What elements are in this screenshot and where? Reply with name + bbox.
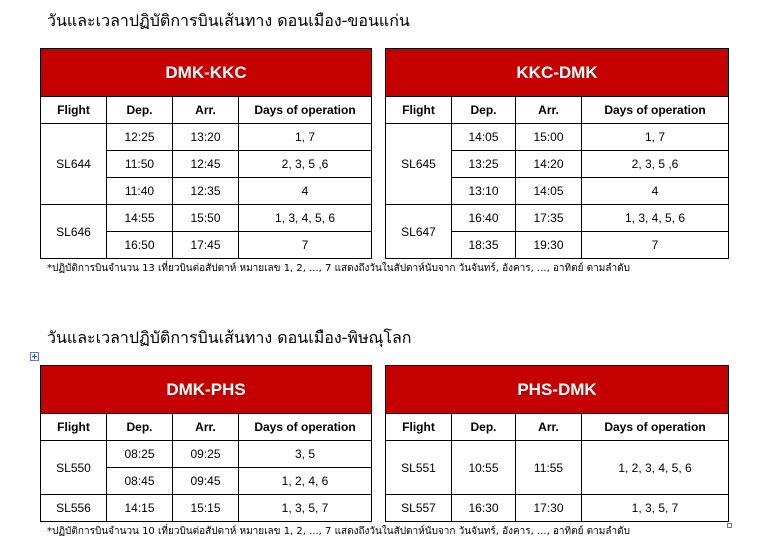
- days-of-operation: 2, 3, 5 ,6: [239, 151, 372, 178]
- table-row: [41, 124, 372, 151]
- arrival-time: 15:00: [516, 124, 582, 151]
- days-of-operation: 3, 5: [239, 441, 372, 468]
- arrival-time: 09:25: [173, 441, 239, 468]
- days-of-operation: 7: [582, 232, 729, 259]
- arrival-time: 14:20: [516, 151, 582, 178]
- departure-time: 14:15: [107, 495, 173, 522]
- route-header: DMK-KKC: [41, 49, 372, 97]
- days-of-operation: 1, 7: [582, 124, 729, 151]
- column-header-days: Days of operation: [582, 97, 729, 124]
- arrival-time: 09:45: [173, 468, 239, 495]
- column-header-flight: Flight: [386, 97, 452, 124]
- days-of-operation: 4: [582, 178, 729, 205]
- table-row: [41, 495, 372, 522]
- footnote-kkc: *ปฏิบัติการบินจำนวน 13 เที่ยวบินต่อสัปดาห์ หมายเลข 1, 2, ..., 7 แสดงถึงวันในสัปดาห์นับจาก วันจันทร์, อังคาร, ..., อาทิตย์ ตามลำดับ: [47, 263, 630, 274]
- column-header-flight: Flight: [41, 414, 107, 441]
- column-header-arr: Arr.: [173, 414, 239, 441]
- departure-time: 11:50: [107, 151, 173, 178]
- schedule-table-kkc-dmk: [385, 48, 729, 259]
- arrival-time: 12:45: [173, 151, 239, 178]
- table-row: [386, 205, 729, 232]
- table-resize-handle[interactable]: [727, 523, 732, 528]
- section-title-dmk-phs: วันและเวลาปฏิบัติการบินเส้นทาง ดอนเมือง-พิษณุโลก: [47, 328, 412, 347]
- route-header: KKC-DMK: [386, 49, 729, 97]
- arrival-time: 19:30: [516, 232, 582, 259]
- schedule-table-dmk-phs: [40, 365, 372, 522]
- departure-time: 18:35: [452, 232, 516, 259]
- flight-number: SL645: [386, 124, 452, 205]
- arrival-time: 17:30: [516, 495, 582, 522]
- column-header-dep: Dep.: [107, 414, 173, 441]
- days-of-operation: 1, 2, 3, 4, 5, 6: [582, 441, 729, 495]
- departure-time: 08:45: [107, 468, 173, 495]
- departure-time: 13:25: [452, 151, 516, 178]
- arrival-time: 17:45: [173, 232, 239, 259]
- table-row: [386, 441, 729, 495]
- footnote-phs: *ปฏิบัติการบินจำนวน 10 เที่ยวบินต่อสัปดาห์ หมายเลข 1, 2, ..., 7 แสดงถึงวันในสัปดาห์นับจาก วันจันทร์, อังคาร, ..., อาทิตย์ ตามลำดับ: [47, 526, 630, 537]
- table-move-handle-icon[interactable]: [30, 352, 39, 361]
- schedule-table-phs-dmk: [385, 365, 729, 522]
- days-of-operation: 4: [239, 178, 372, 205]
- arrival-time: 11:55: [516, 441, 582, 495]
- flight-number: SL557: [386, 495, 452, 522]
- table-row: [386, 124, 729, 151]
- days-of-operation: 1, 3, 5, 7: [582, 495, 729, 522]
- days-of-operation: 1, 3, 5, 7: [239, 495, 372, 522]
- departure-time: 12:25: [107, 124, 173, 151]
- column-header-arr: Arr.: [516, 97, 582, 124]
- flight-number: SL644: [41, 124, 107, 205]
- arrival-time: 15:15: [173, 495, 239, 522]
- column-header-dep: Dep.: [107, 97, 173, 124]
- flight-number: SL647: [386, 205, 452, 259]
- table-row: [41, 441, 372, 468]
- days-of-operation: 7: [239, 232, 372, 259]
- days-of-operation: 1, 3, 4, 5, 6: [239, 205, 372, 232]
- route-header: PHS-DMK: [386, 366, 729, 414]
- flight-number: SL646: [41, 205, 107, 259]
- departure-time: 16:50: [107, 232, 173, 259]
- column-header-flight: Flight: [41, 97, 107, 124]
- route-header: DMK-PHS: [41, 366, 372, 414]
- departure-time: 10:55: [452, 441, 516, 495]
- days-of-operation: 1, 2, 4, 6: [239, 468, 372, 495]
- table-row: [386, 495, 729, 522]
- departure-time: 13:10: [452, 178, 516, 205]
- departure-time: 14:55: [107, 205, 173, 232]
- days-of-operation: 2, 3, 5 ,6: [582, 151, 729, 178]
- arrival-time: 15:50: [173, 205, 239, 232]
- departure-time: 11:40: [107, 178, 173, 205]
- column-header-days: Days of operation: [582, 414, 729, 441]
- column-header-arr: Arr.: [173, 97, 239, 124]
- flight-number: SL556: [41, 495, 107, 522]
- column-header-flight: Flight: [386, 414, 452, 441]
- column-header-dep: Dep.: [452, 414, 516, 441]
- departure-time: 08:25: [107, 441, 173, 468]
- column-header-days: Days of operation: [239, 414, 372, 441]
- arrival-time: 14:05: [516, 178, 582, 205]
- departure-time: 14:05: [452, 124, 516, 151]
- flight-number: SL550: [41, 441, 107, 495]
- arrival-time: 17:35: [516, 205, 582, 232]
- departure-time: 16:40: [452, 205, 516, 232]
- arrival-time: 13:20: [173, 124, 239, 151]
- column-header-dep: Dep.: [452, 97, 516, 124]
- schedule-table-dmk-kkc: [40, 48, 372, 259]
- column-header-days: Days of operation: [239, 97, 372, 124]
- section-title-dmk-kkc: วันและเวลาปฏิบัติการบินเส้นทาง ดอนเมือง-ขอนแก่น: [47, 11, 410, 30]
- days-of-operation: 1, 3, 4, 5, 6: [582, 205, 729, 232]
- table-row: [41, 205, 372, 232]
- column-header-arr: Arr.: [516, 414, 582, 441]
- days-of-operation: 1, 7: [239, 124, 372, 151]
- arrival-time: 12:35: [173, 178, 239, 205]
- flight-number: SL551: [386, 441, 452, 495]
- departure-time: 16:30: [452, 495, 516, 522]
